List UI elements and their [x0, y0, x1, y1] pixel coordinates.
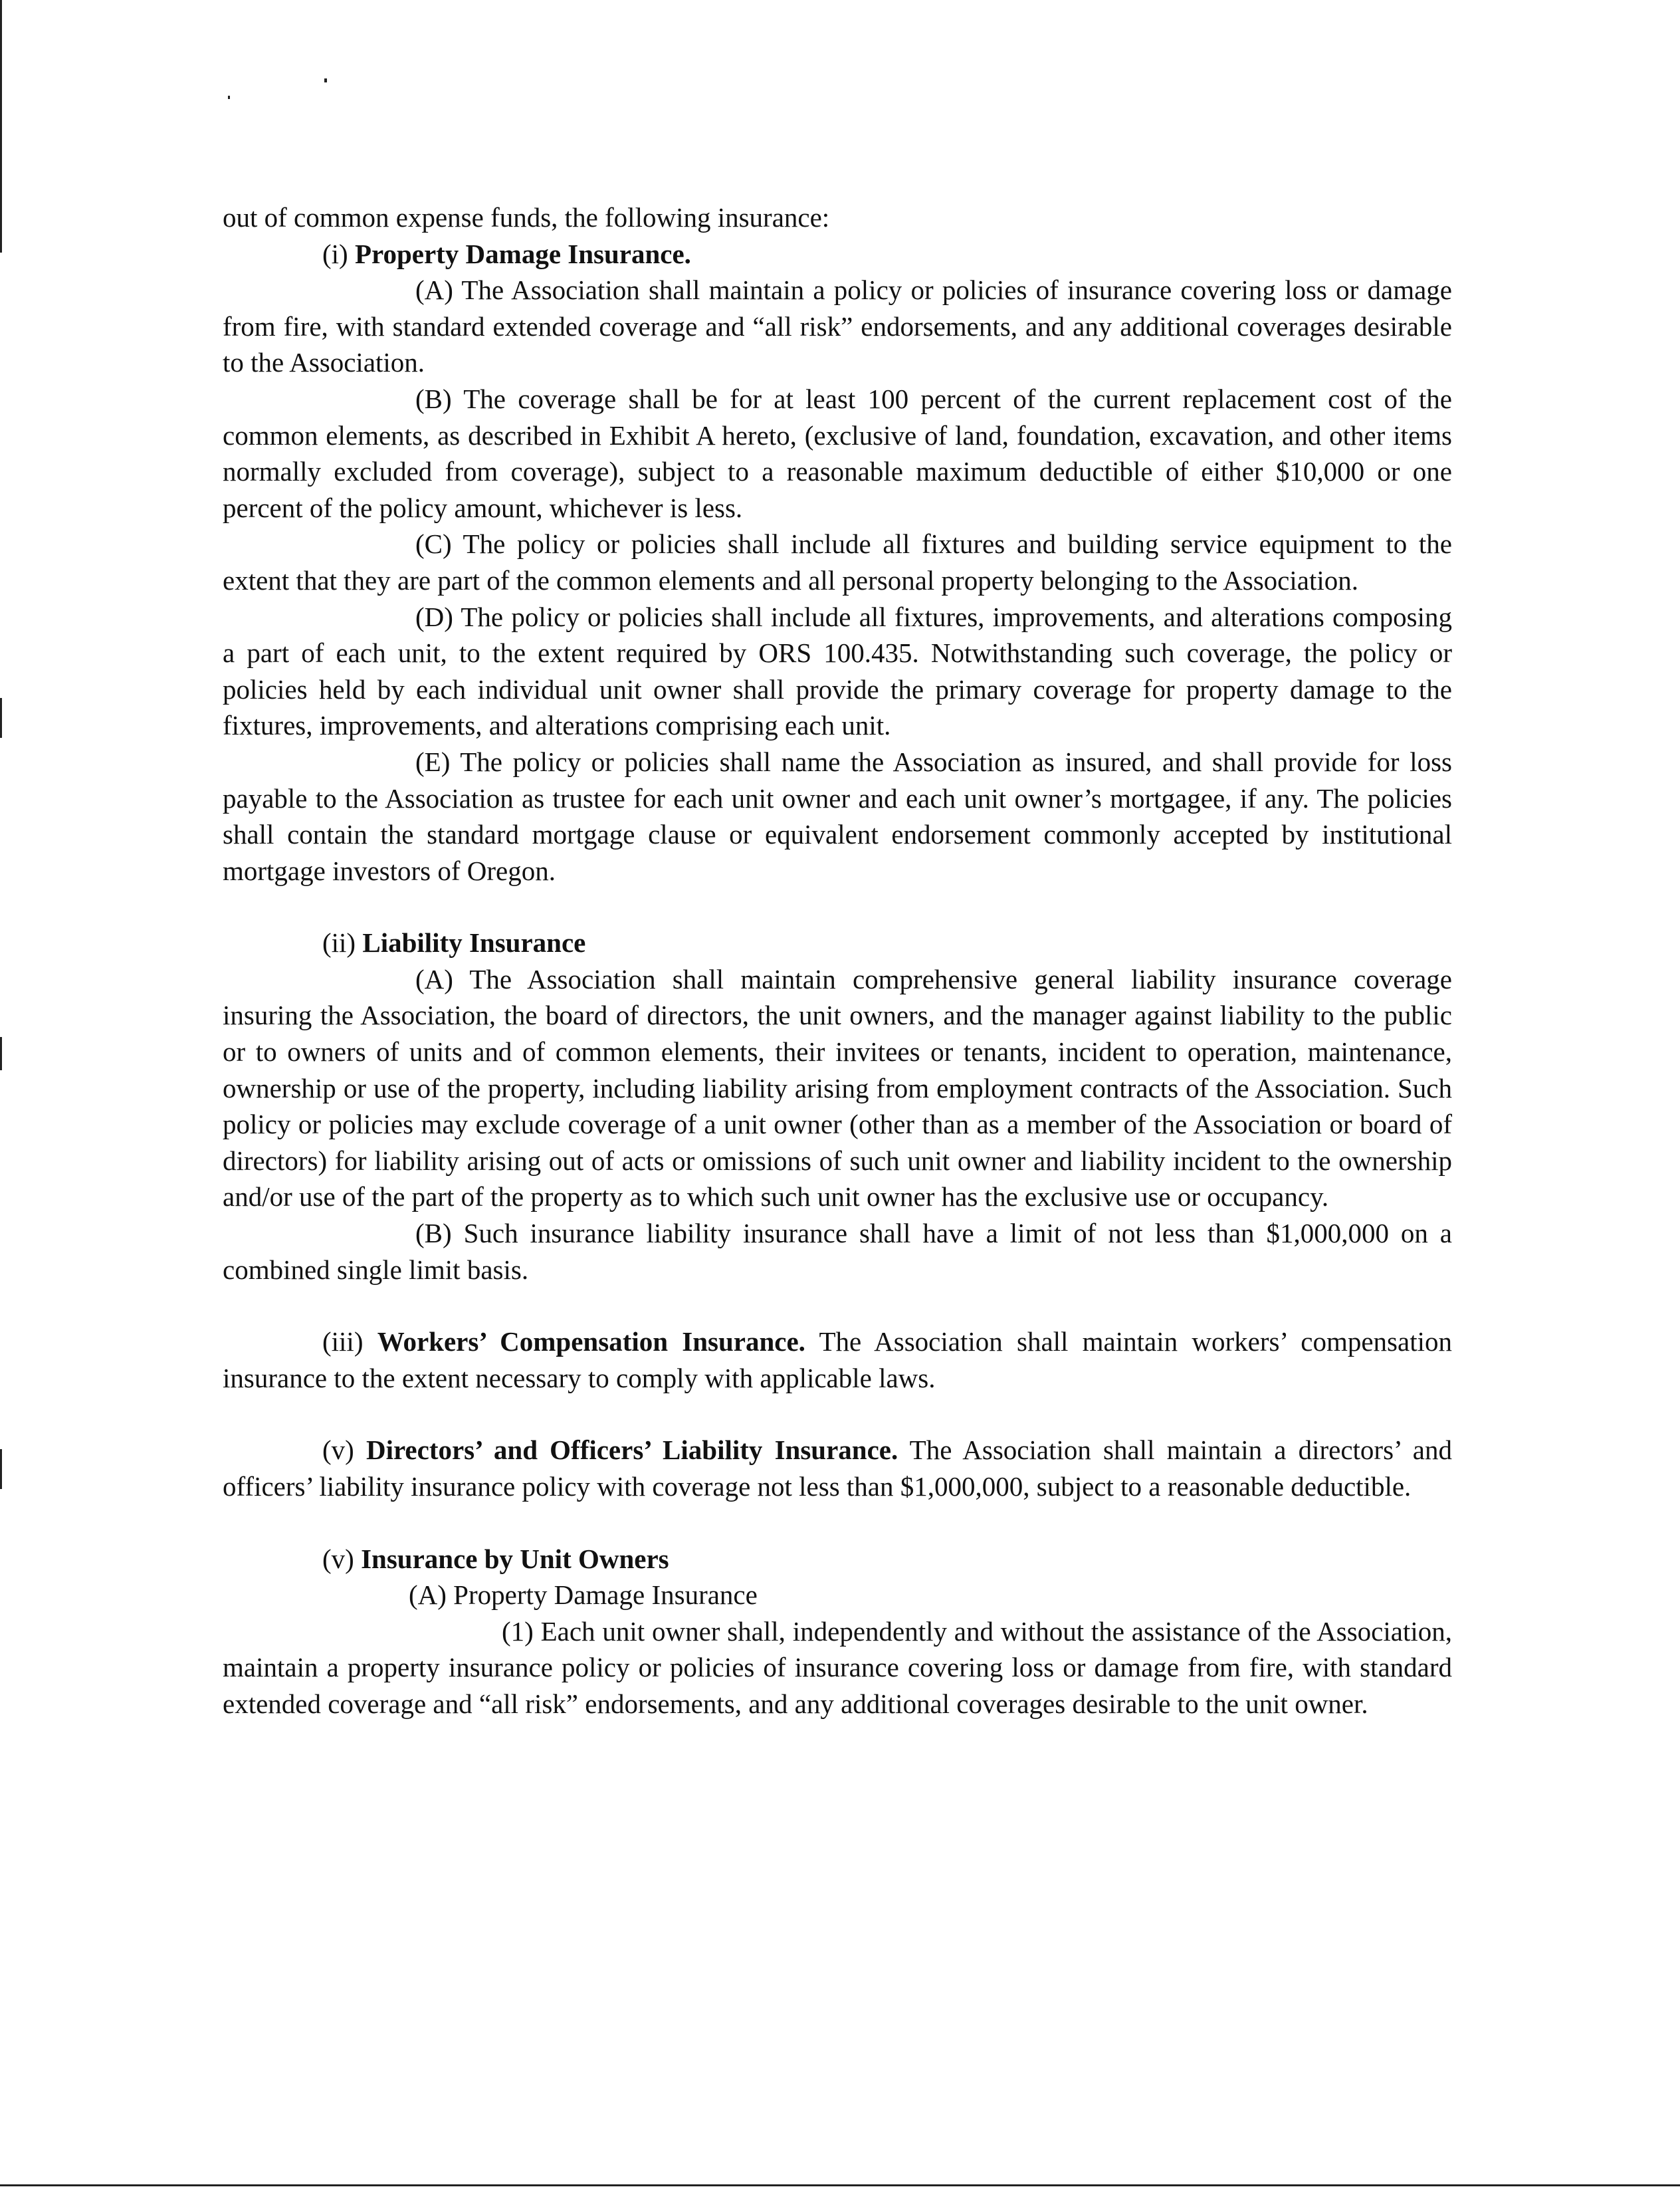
section-ii-paragraph-b: (B) Such insurance liability insurance shall have a limit of not less than $1,000,000 on a combined single limit basis.: [223, 1218, 1452, 1285]
section-v-directors-number: (v): [322, 1435, 354, 1466]
scan-edge-mark: [0, 1449, 2, 1489]
section-i-paragraph-e: (E) The policy or policies shall name the Association as insured, and shall provide for loss payable to the Association as trustee for each unit owner and each unit owner’s mortgagee, if any. The policies shall contain the standard mortgage clause or equivalent endorsement commonly accepted by institutional mortgage investors of Oregon.: [223, 746, 1452, 886]
section-v-item-1: (1) Each unit owner shall, independently and without the assistance of the Association, maintain a property insurance policy or policies of insurance covering loss or damage from fire, with standard extended coverage and “all risk” endorsements, and any additional coverages desirable to the unit owner.: [223, 1615, 1452, 1719]
section-iii-body: The Association shall maintain workers’ compensation insurance to the extent necessary to comply with applicable laws.: [223, 1326, 1452, 1393]
section-i-paragraph-b: (B) The coverage shall be for at least 100 percent of the current replacement cost of the common elements, as described in Exhibit A hereto, (exclusive of land, foundation, excavation, and other items normally excluded from coverage), subject to a reasonable maximum deductible of either $10,000 or one percent of the policy amount, whichever is less.: [223, 383, 1452, 523]
section-v-subheading-a: (A) Property Damage Insurance: [409, 1579, 758, 1611]
scan-edge-mark: [0, 0, 2, 253]
section-i-heading: [223, 236, 1452, 273]
section-i-number: (i): [322, 238, 348, 269]
section-ii-heading: [223, 925, 1452, 961]
document-body: [223, 199, 1452, 1722]
section-v-directors-paragraph: [223, 1432, 1452, 1504]
section-v-unit-owners-number: (v): [322, 1543, 354, 1574]
section-i-paragraph-d: (D) The policy or policies shall include all fixtures, improvements, and alterations composing a part of each unit, to the extent required by ORS 100.435. Notwithstanding such coverage, the policy or policies held by each individual unit owner shall provide the primary coverage for property damage to the fixtures, improvements, and alterations comprising each unit.: [223, 601, 1452, 741]
scan-edge-mark: [0, 698, 2, 738]
section-i-title: Property Damage Insurance.: [354, 238, 691, 269]
section-v-unit-owners-title: Insurance by Unit Owners: [361, 1543, 669, 1574]
section-ii-title: Liability Insurance: [362, 927, 586, 959]
scan-edge-mark: [0, 1037, 2, 1070]
section-i-paragraph-c: (C) The policy or policies shall include all fixtures and building service equipment to the extent that they are part of the common elements and all personal property belonging to the Association.: [223, 528, 1452, 596]
section-iii-title: Workers’ Compensation Insurance.: [377, 1326, 805, 1357]
scan-bottom-line: [0, 2184, 1680, 2186]
section-i-paragraph-a: (A) The Association shall maintain a policy or policies of insurance covering loss or damage from fire, with standard extended coverage and “all risk” endorsements, and any additional coverages desirable to the Association.: [223, 275, 1452, 378]
section-iii-paragraph: [223, 1324, 1452, 1396]
scan-speck: [324, 78, 327, 82]
section-ii-paragraph-a: (A) The Association shall maintain comprehensive general liability insurance coverage insuring the Association, the board of directors, the unit owners, and the manager against liability to the public or to owners of units and of common elements, their invitees or tenants, incident to operation, maintenance, ownership or use of the property, including liability arising from employment contracts of the Association. Such policy or policies may exclude coverage of a unit owner (other than as a member of the Association or board of directors) for liability arising out of acts or omissions of such unit owner and liability incident to the ownership and/or use of the part of the property as to which such unit owner has the exclusive use or occupancy.: [223, 963, 1452, 1212]
intro-line: out of common expense funds, the following insurance:: [223, 202, 830, 233]
scan-speck: [228, 96, 230, 99]
section-ii-number: (ii): [322, 927, 356, 959]
section-v-directors-body: The Association shall maintain a directors’ and officers’ liability insurance policy with coverage not less than $1,000,000, subject to a reasonable deductible.: [223, 1435, 1452, 1502]
section-v-directors-title: Directors’ and Officers’ Liability Insurance.: [366, 1435, 898, 1466]
section-v-unit-owners-heading: [223, 1541, 1452, 1577]
section-iii-number: (iii): [322, 1326, 364, 1357]
